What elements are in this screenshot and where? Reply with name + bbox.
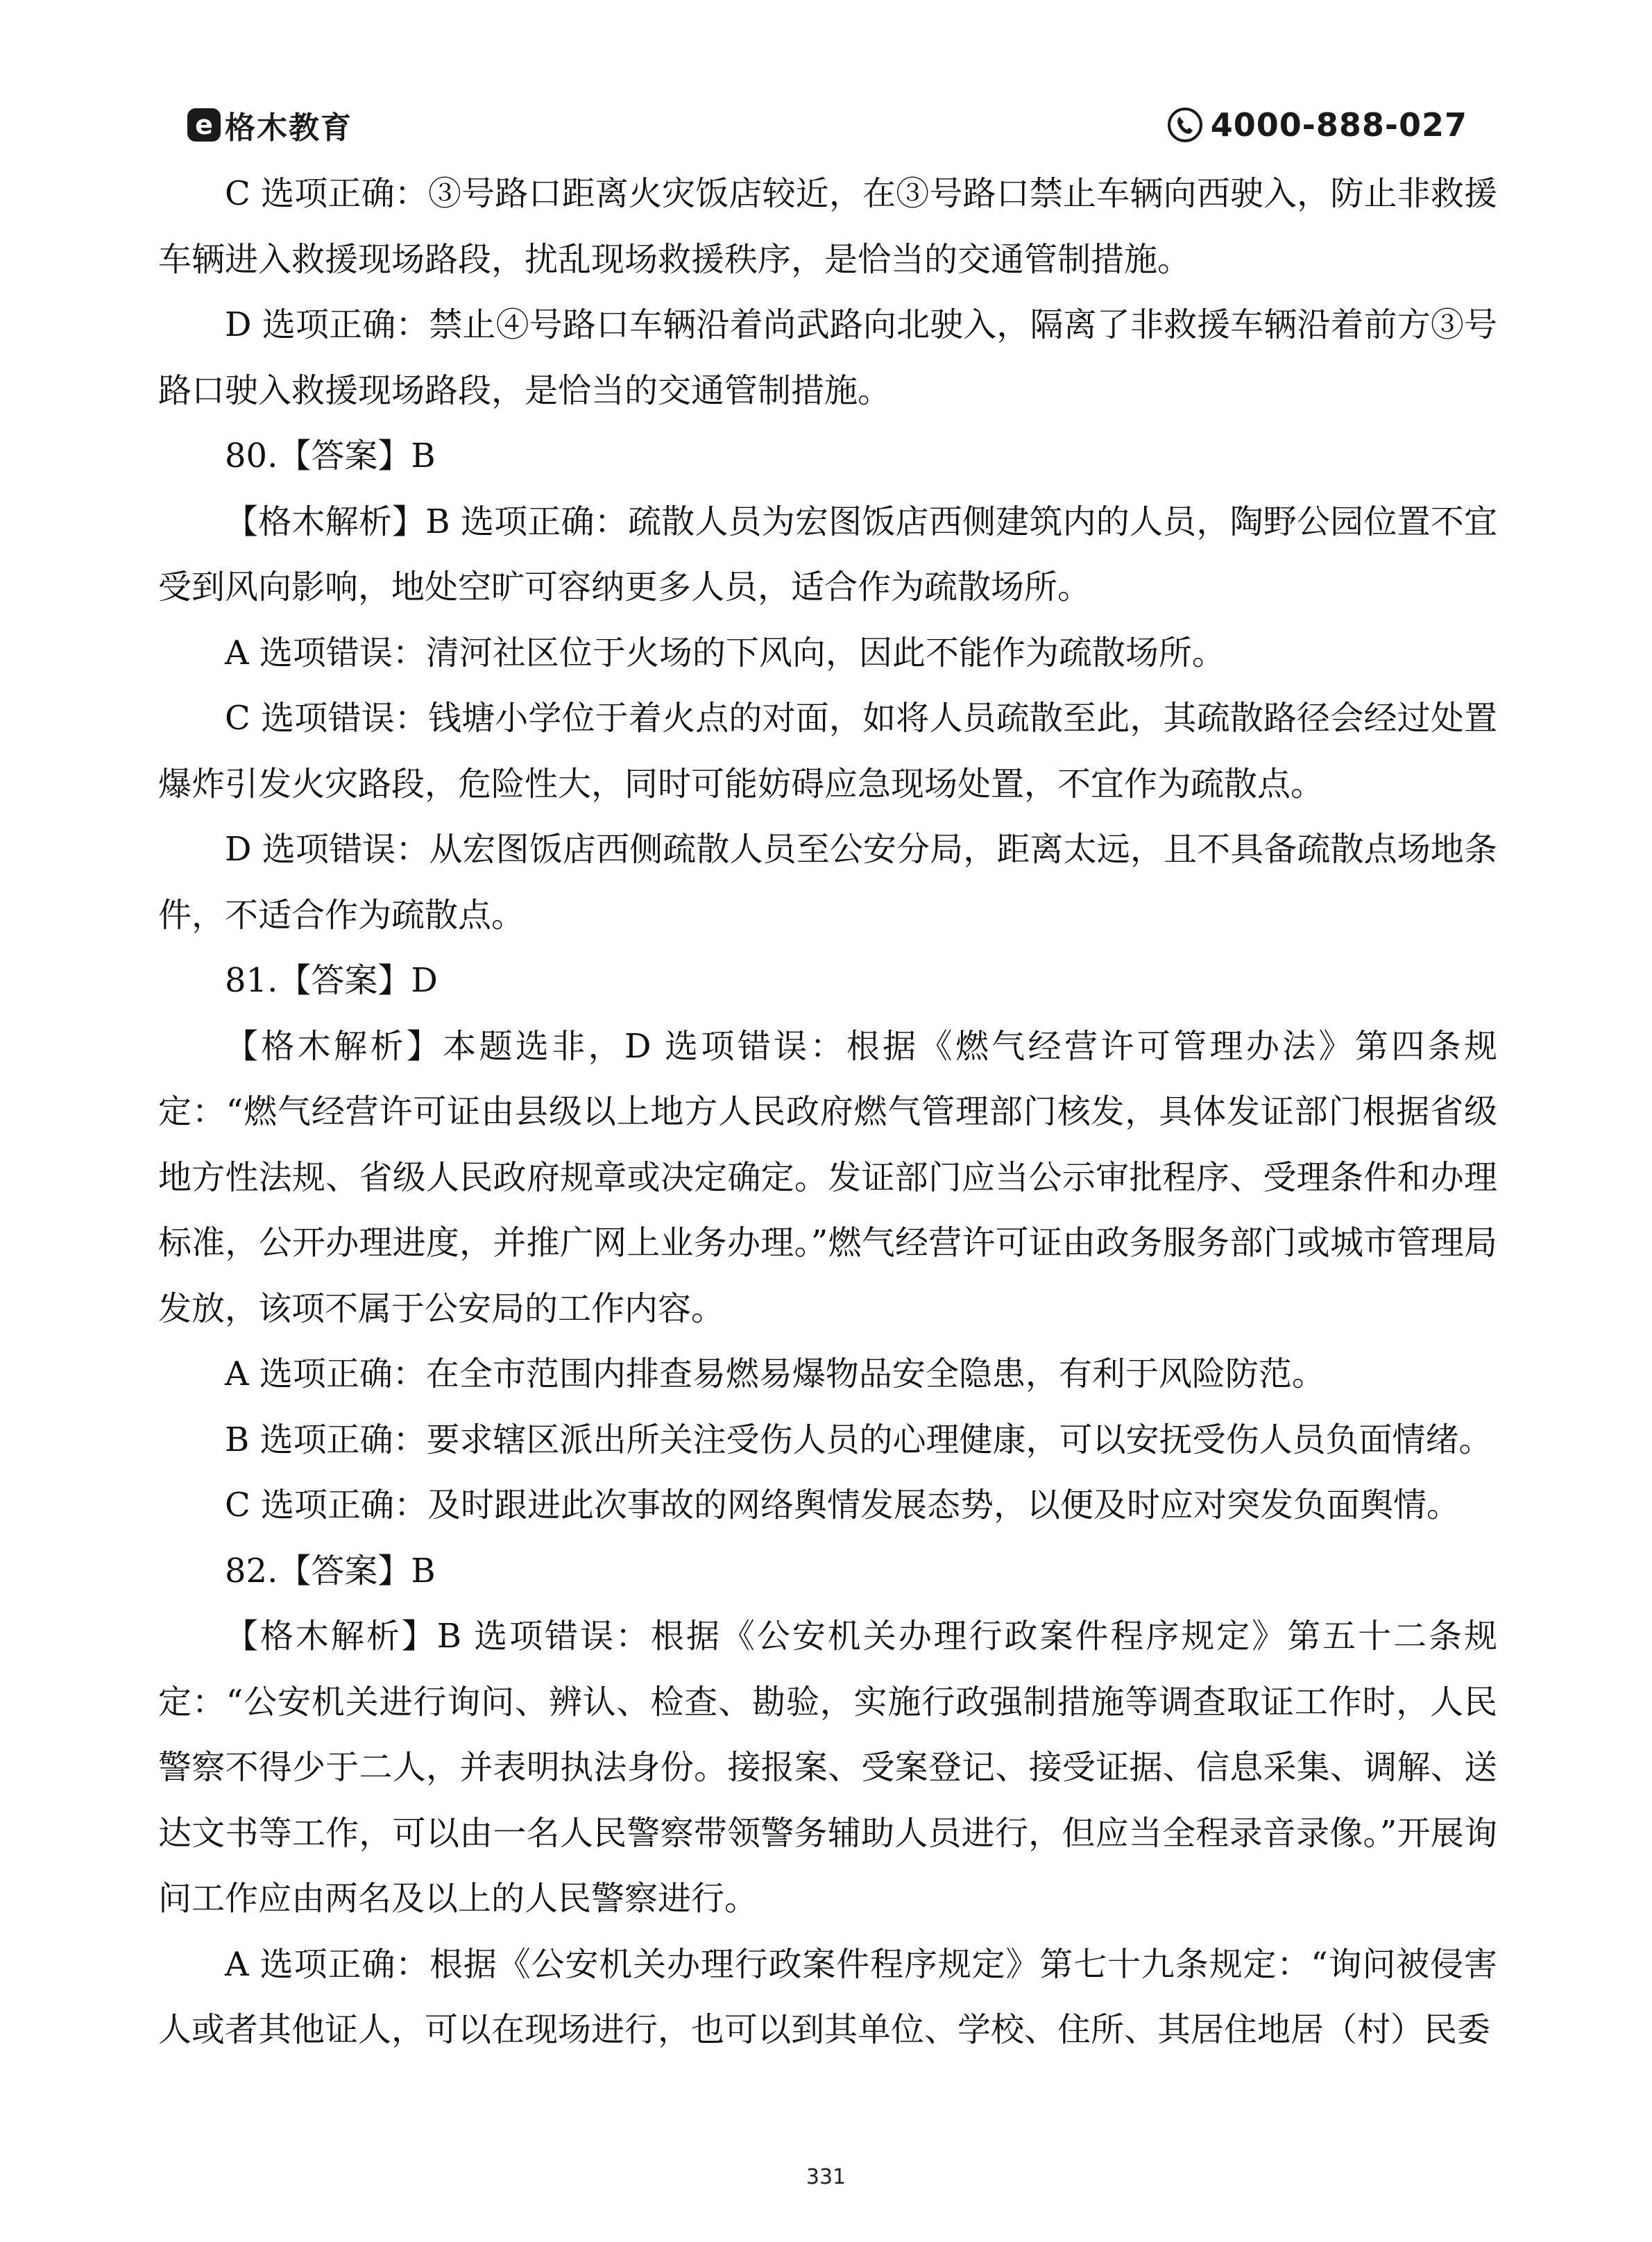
logo-text: 格木教育 [225,110,352,146]
paragraph: C 选项错误：钱塘小学位于着火点的对面，如将人员疏散至此，其疏散路径会经过处置爆炸引发火灾路段，危险性大，同时可能妨碍应急现场处置，不宜作为疏散点。 [158,699,1497,804]
page-number: 331 [806,2165,846,2189]
hotline-number: 4000-888-027 [1210,106,1467,144]
paragraph: C 选项正确：及时跟进此次事故的网络舆情发展态势，以便及时应对突发负面舆情。 [225,1486,1460,1525]
paragraph: C 选项正确：③号路口距离火灾饭店较近，在③号路口禁止车辆向西驶入，防止非救援车辆进入救援现场路段，扰乱现场救援秩序，是恰当的交通管制措施。 [158,174,1497,279]
paragraph: 【格木解析】B 选项错误：根据《公安机关办理行政案件程序规定》第五十二条规定：“公安机关进行询问、辨认、检查、勘验，实施行政强制措施等调查取证工作时，人民警察不得少于二人，并表明执法身份。接报案、受案登记、接受证据、信息采集、调解、送达文书等工作，可以由一名人民警察带领警务辅助人员进行，但应当全程录音录像。”开展询问工作应由两名及以上的人民警察进行。 [158,1617,1497,1918]
answer-heading: 82.【答案】B [225,1551,436,1590]
brand-logo [187,103,352,147]
hotline [1166,103,1467,147]
paragraph: D 选项错误：从宏图饭店西侧疏散人员至公安分局，距离太远，且不具备疏散点场地条件，不适合作为疏散点。 [158,830,1497,935]
paragraph: D 选项正确：禁止④号路口车辆沿着尚武路向北驶入，隔离了非救援车辆沿着前方③号路口驶入救援现场路段，是恰当的交通管制措施。 [158,305,1497,410]
page-header [187,103,1467,147]
answer-heading: 80.【答案】B [225,436,436,475]
paragraph: 【格木解析】本题选非，D 选项错误：根据《燃气经营许可管理办法》第四条规定：“燃气经营许可证由县级以上地方人民政府燃气管理部门核发，具体发证部门根据省级地方性法规、省级人民政府规章或决定确定。发证部门应当公示审批程序、受理条件和办理标准，公开办理进度，并推广网上业务办理。”燃气经营许可证由政务服务部门或城市管理局发放，该项不属于公安局的工作内容。 [158,1026,1497,1328]
paragraph: A 选项正确：根据《公安机关办理行政案件程序规定》第七十九条规定：“询问被侵害人或者其他证人，可以在现场进行，也可以到其单位、学校、住所、其居住地居（村）民委 [158,1944,1497,2049]
phone-icon [1166,106,1204,144]
paragraph: A 选项错误：清河社区位于火场的下风向，因此不能作为疏散场所。 [225,633,1225,672]
document-body [158,161,1497,2063]
answer-heading: 81.【答案】D [225,961,438,1000]
paragraph: 【格木解析】B 选项正确：疏散人员为宏图饭店西侧建筑内的人员，陶野公园位置不宜受到风向影响，地处空旷可容纳更多人员，适合作为疏散场所。 [158,502,1497,606]
logo-mark-icon: e [187,108,221,142]
paragraph: B 选项正确：要求辖区派出所关注受伤人员的心理健康，可以安抚受伤人员负面情绪。 [225,1420,1492,1459]
paragraph: A 选项正确：在全市范围内排查易燃易爆物品安全隐患，有利于风险防范。 [225,1354,1325,1393]
